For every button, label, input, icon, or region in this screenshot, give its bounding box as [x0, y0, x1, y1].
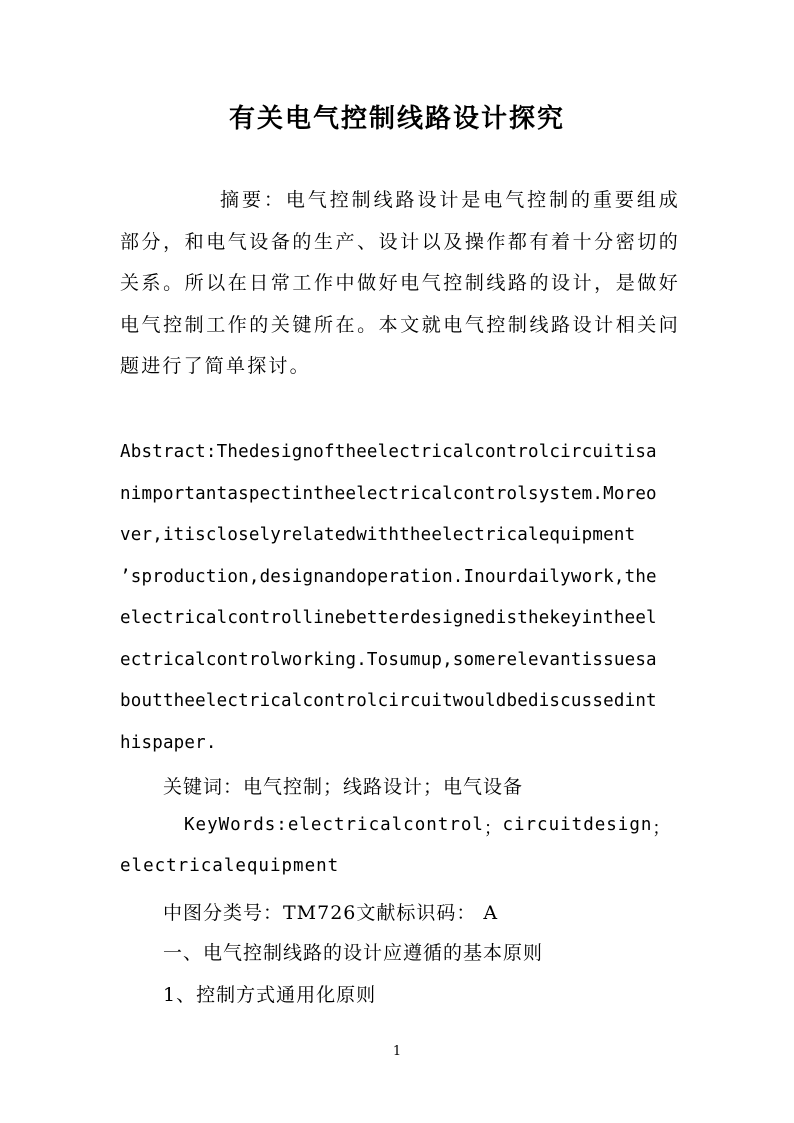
section-heading: 一、电气控制线路的设计应遵循的基本原则 [163, 942, 544, 964]
keywords-chinese: 关键词：电气控制；线路设计；电气设备 [163, 776, 524, 798]
abstract-english: Abstract:Thedesignoftheelectricalcontrolcircuitisanimportantaspectintheelectricalcontrolsystem.Moreover,itiscloselyrelatedwiththeelectricalequipment ’sproduction,designandoperation.Inourdailywork,theelectricalcontrollinebetterdesignedisthekeyintheelectricalcontrolworking.Tosumup,somerelevantissuesabouttheelectricalcontrolcircuitwouldbediscussedinthispaper. [120, 442, 671, 753]
keywords-english-separator-2: ； [652, 819, 671, 839]
keywords-english-part1: KeyWords:electricalcontrol [184, 815, 484, 835]
document-title: 有关电气控制线路设计探究 [228, 104, 565, 134]
keywords-english-part3: electricalequipment [120, 856, 340, 876]
keywords-english-part2: circuitdesign [502, 815, 653, 835]
keywords-english [184, 815, 671, 840]
page-number: 1 [392, 1044, 402, 1059]
classification-line: 中图分类号：TM726文献标识码： A [163, 902, 499, 924]
abstract-chinese: 摘要：电气控制线路设计是电气控制的重要组成部分，和电气设备的生产、设计以及操作都有着十分密切的关系。所以在日常工作中做好电气控制线路的设计，是做好电气控制工作的关键所在。本文就电气控制线路设计相关问题进行了简单探讨。 [120, 189, 680, 377]
subsection-heading: 1、控制方式通用化原则 [163, 984, 377, 1006]
keywords-english-separator-1: ； [483, 819, 503, 839]
